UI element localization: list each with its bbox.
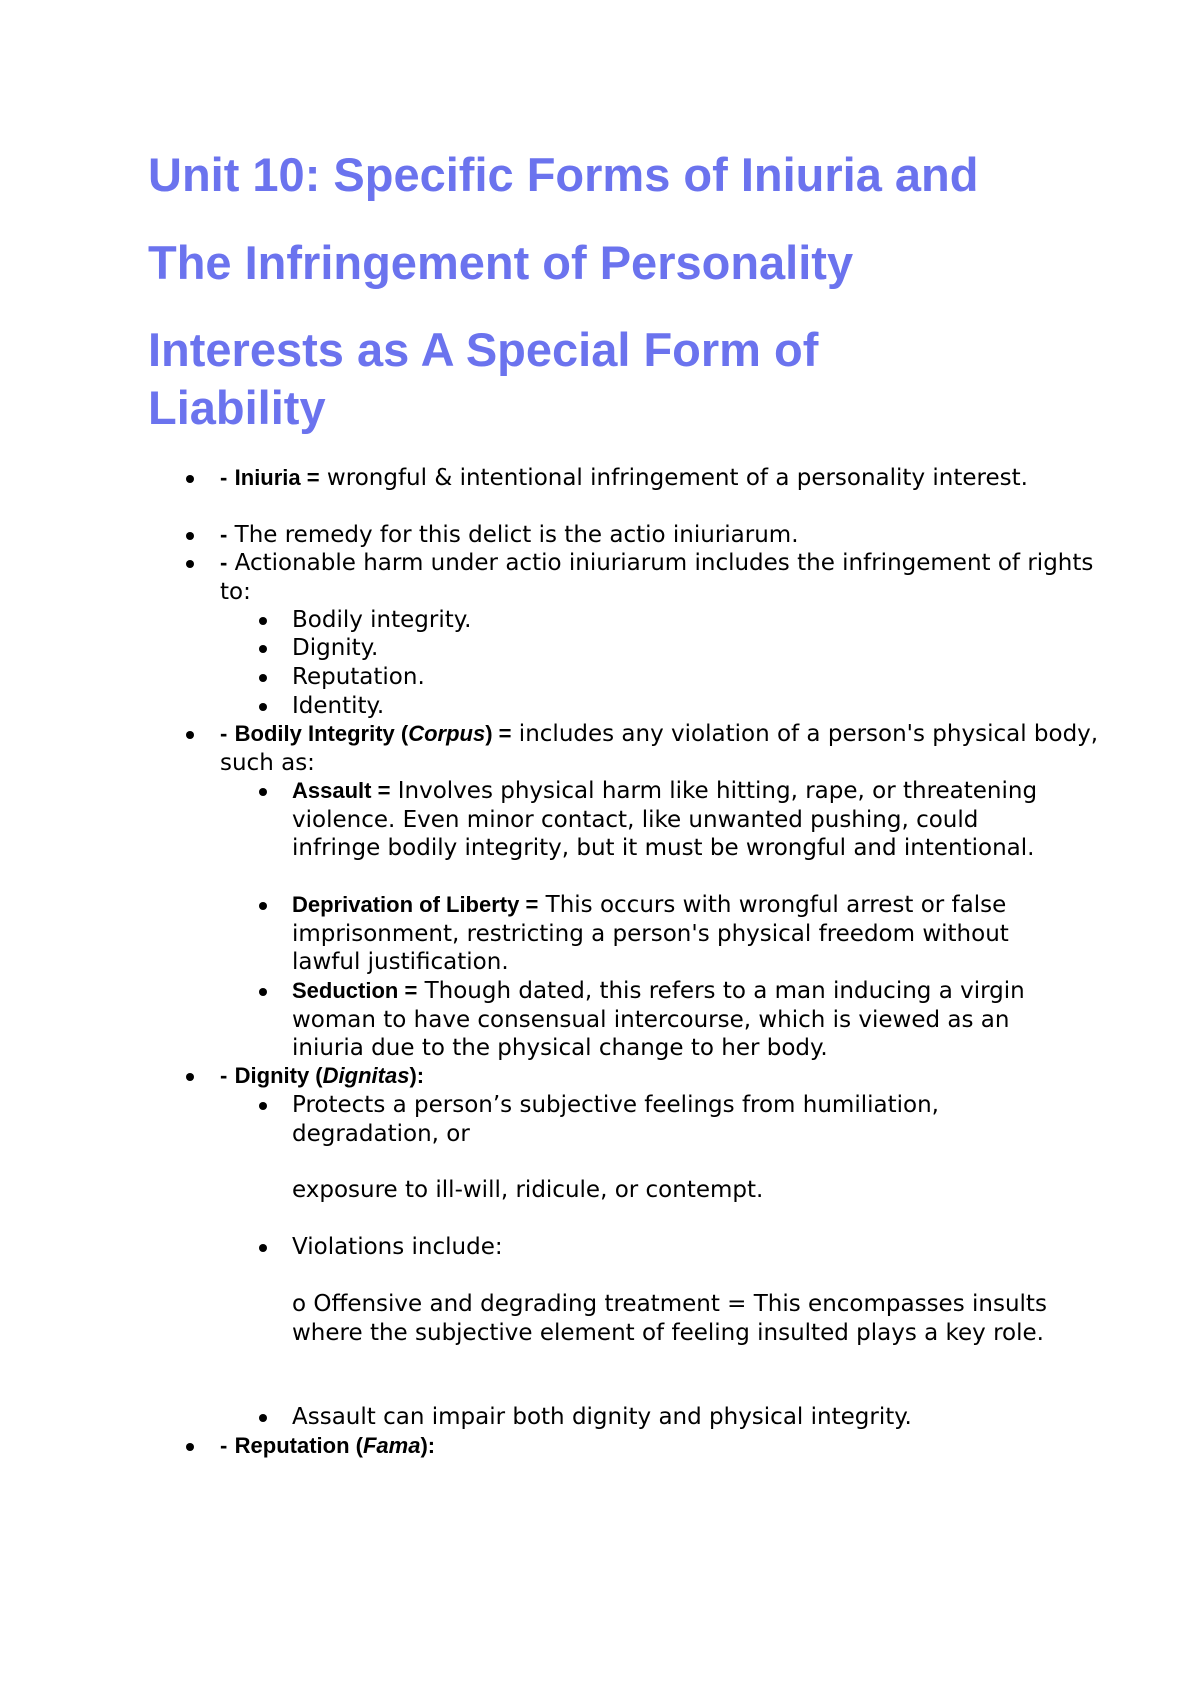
bullet-icon (259, 788, 267, 796)
item-term: Bodily Integrity ( (234, 721, 409, 746)
item-dash: - (220, 550, 228, 575)
list-item-actionable-harm (220, 549, 1100, 606)
document-title-line-1: Unit 10: Specific Forms of Iniuria and (148, 148, 979, 201)
bullet-icon (259, 1102, 267, 1110)
item-dash: - (220, 522, 228, 547)
sub-item-text: Assault can impair both dignity and physical integrity. (292, 1404, 912, 1430)
bullet-icon (259, 988, 267, 996)
sub-item-text: This occurs with wrongful arrest or false imprisonment, restricting a person's physical freedom without lawful justification. (292, 892, 1009, 975)
document-title-line-2: The Infringement of Personality (148, 236, 854, 289)
sub-item-dignity (292, 634, 1072, 663)
item-term-end: ): (409, 1063, 425, 1088)
document-title-line-3: Interests as A Special Form of (148, 323, 819, 376)
sub-item-seduction (292, 977, 1072, 1063)
sub-item-text: o Offensive and degrading treatment = This encompasses insults where the subjective element of feeling insulted plays a key role. (292, 1291, 1047, 1346)
item-term: Dignity ( (234, 1063, 323, 1088)
sub-item-violations (292, 1233, 1072, 1262)
item-term-end: ): (420, 1433, 436, 1458)
bullet-icon (259, 1414, 267, 1422)
sub-item-text: Bodily integrity. (292, 607, 472, 633)
sub-item-text: exposure to ill-will, ridicule, or contempt. (292, 1177, 764, 1203)
sub-item-text: Involves physical harm like hitting, rape, or threatening violence. Even minor contact, like unwanted pushing, could infringe bodily integrity, but it must be wrongful and intentional. (292, 778, 1038, 861)
item-dash: - (220, 721, 228, 746)
bullet-icon (186, 731, 194, 739)
sub-item-deprivation-of-liberty (292, 891, 1072, 977)
item-term: Reputation ( (234, 1433, 363, 1458)
sub-item-text: Protects a person’s subjective feelings from humiliation, degradation, or (292, 1092, 939, 1147)
sub-item-text: Dignity. (292, 635, 379, 661)
sub-item-assault (292, 777, 1072, 863)
item-text: includes any violation of a person's physical body, such as: (220, 721, 1099, 776)
bullet-icon (259, 902, 267, 910)
document-title-line-4: Liability (148, 381, 326, 434)
bullet-icon (259, 645, 267, 653)
sub-item-text: Identity. (292, 693, 385, 719)
bullet-icon (259, 674, 267, 682)
sub-item-bodily-integrity (292, 606, 1072, 635)
sub-item-violations-detail (292, 1290, 1072, 1347)
item-dash: - (220, 1063, 228, 1088)
item-text: The remedy for this delict is the actio iniuriarum. (227, 522, 799, 548)
sub-item-term: Assault = (292, 778, 391, 803)
bullet-icon (259, 703, 267, 711)
list-item-reputation (220, 1432, 1100, 1461)
bullet-icon (186, 1073, 194, 1081)
bullet-icon (186, 1443, 194, 1451)
sub-item-protects-continued (292, 1176, 1072, 1205)
sub-item-text: Though dated, this refers to a man inducing a virgin woman to have consensual intercourse, which is viewed as an iniuria due to the physical change to her body. (292, 978, 1025, 1061)
bullet-icon (259, 617, 267, 625)
item-text: wrongful & intentional infringement of a personality interest. (319, 465, 1028, 491)
sub-item-term: Deprivation of Liberty = (292, 892, 539, 917)
list-item-bodily-integrity (220, 720, 1100, 777)
sub-item-assault-dignity (292, 1403, 1072, 1432)
item-term: Iniuria = (234, 465, 320, 490)
item-term-latin: Corpus (408, 721, 486, 746)
item-dash: - (220, 465, 228, 490)
item-term-end: ) = (485, 721, 512, 746)
sub-item-text: Reputation. (292, 664, 425, 690)
sub-item-term: Seduction = (292, 978, 418, 1003)
item-term-latin: Fama (362, 1433, 421, 1458)
list-item-remedy (220, 521, 1100, 550)
bullet-icon (186, 475, 194, 483)
sub-item-text: Violations include: (292, 1234, 503, 1260)
sub-item-protects (292, 1091, 1072, 1148)
bullet-icon (259, 1244, 267, 1252)
item-term-latin: Dignitas (322, 1063, 410, 1088)
list-item-dignity (220, 1062, 1100, 1091)
sub-item-identity (292, 692, 1072, 721)
sub-item-reputation (292, 663, 1072, 692)
item-text: Actionable harm under actio iniuriarum includes the infringement of rights to: (220, 550, 1094, 605)
bullet-icon (186, 560, 194, 568)
bullet-icon (186, 532, 194, 540)
item-dash: - (220, 1433, 228, 1458)
list-item-iniuria (220, 464, 1100, 493)
